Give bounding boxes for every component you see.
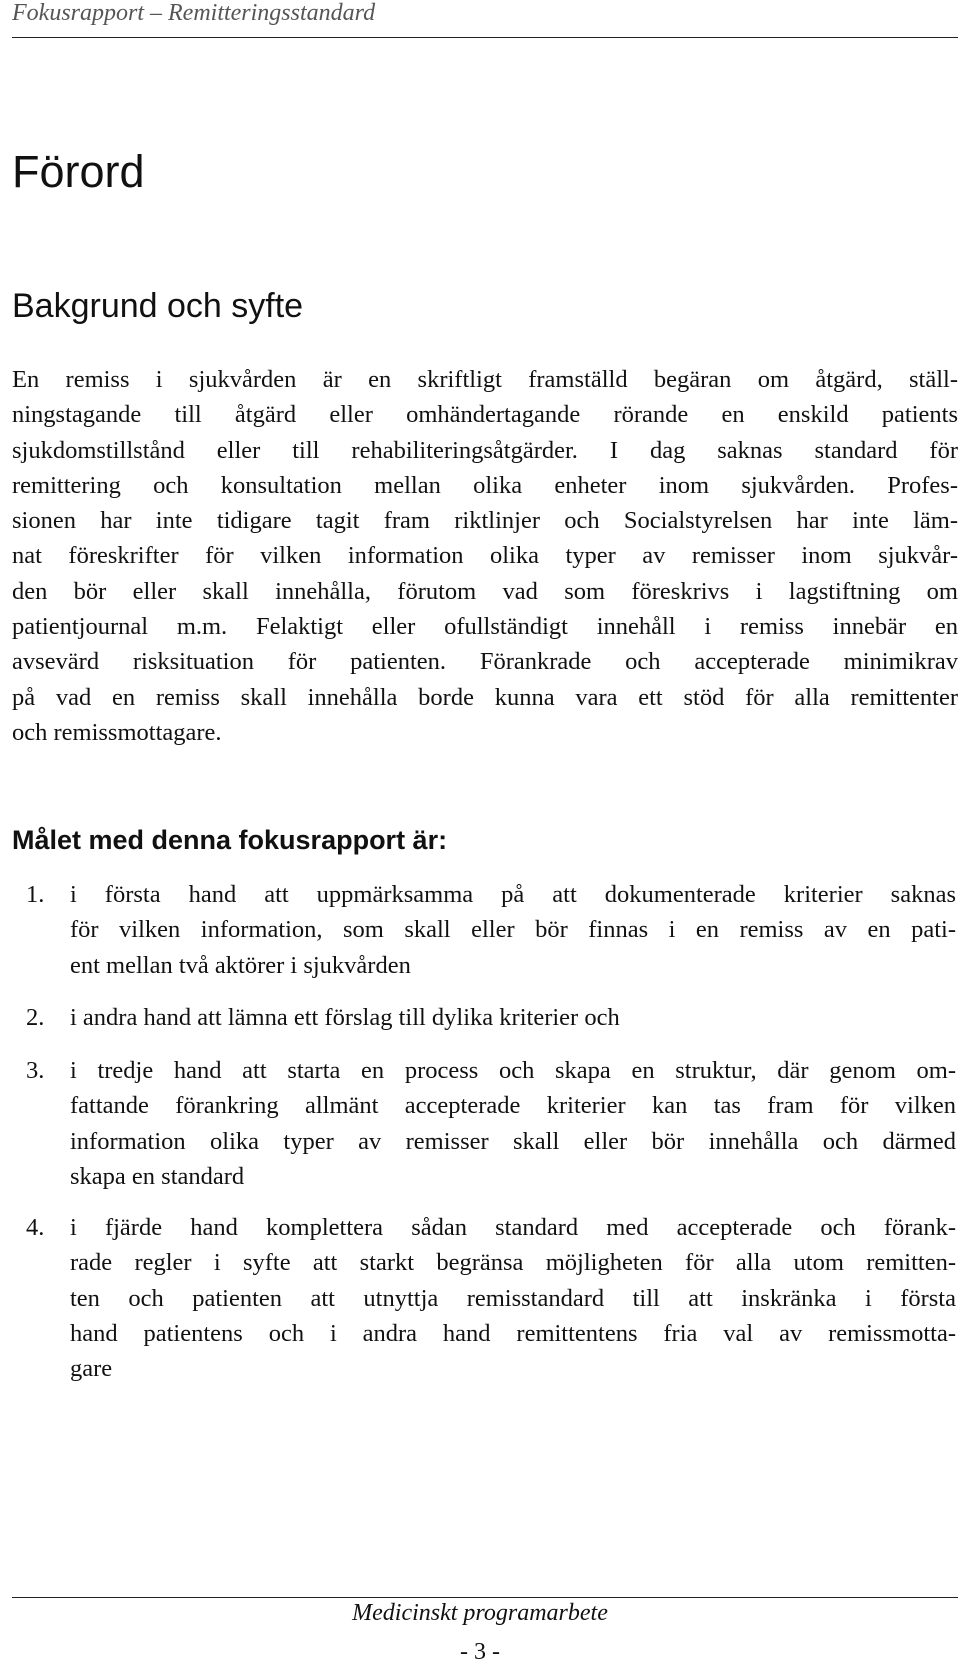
list-item-line: ten och patienten att utnyttja remisstandard till att inskränka i första (70, 1284, 956, 1312)
list-item-line: hand patientens och i andra hand remittentens fria val av remissmotta- (70, 1319, 956, 1347)
paragraph-line: den bör eller skall innehålla, förutom vad som föreskrivs i lagstiftning om (12, 577, 958, 605)
paragraph-line: avsevärd risksituation för patienten. Förankrade och accepterade minimikrav (12, 648, 958, 676)
paragraph-line: En remiss i sjukvården är en skriftligt framställd begäran om åtgärd, ställ- (12, 366, 958, 393)
paragraph-line: sjukdomstillstånd eller till rehabiliteringsåtgärder. I dag saknas standard för (12, 436, 958, 464)
list-item-number: 4. (26, 1214, 45, 1241)
paragraph-line: ningstagande till åtgärd eller omhändertagande rörande en enskild patients (12, 401, 958, 429)
list-item-line: i fjärde hand komplettera sådan standard med accepterade och förank- (70, 1214, 956, 1241)
list-item-line: i andra hand att lämna ett förslag till dylika kriterier och (70, 1004, 620, 1031)
goals-heading: Målet med denna fokusrapport är: (12, 825, 448, 855)
list-item-number: 2. (26, 1004, 45, 1031)
paragraph-line: och remissmottagare. (12, 718, 222, 746)
list-item-line: information olika typer av remisser skall eller bör innehålla och därmed (70, 1127, 956, 1155)
page-title: Förord (12, 146, 145, 197)
paragraph-line: remittering och konsultation mellan olika enheter inom sjukvården. Profes- (12, 471, 958, 499)
list-item-line: gare (70, 1355, 113, 1383)
list-item-text (70, 1053, 956, 1194)
list-item-line: i första hand att uppmärksamma på att dokumenterade kriterier saknas (70, 881, 956, 908)
footer-divider (12, 1597, 958, 1598)
list-item-line: skapa en standard (70, 1162, 245, 1190)
list-item-line: fattande förankring allmänt accepterade kriterier kan tas fram för vilken (70, 1092, 956, 1120)
list-item-text (70, 1000, 956, 1035)
paragraph-line: nat föreskrifter för vilken information olika typer av remisser inom sjukvår- (12, 542, 958, 570)
running-title: Fokusrapport – Remitteringsstandard (12, 0, 376, 26)
list-item-text (70, 877, 956, 983)
paragraph-line: sionen har inte tidigare tagit fram riktlinjer och Socialstyrelsen har inte läm- (12, 507, 958, 535)
list-item-text (70, 1210, 956, 1386)
footer-publisher: Medicinskt programarbete (352, 1600, 608, 1626)
list-item-line: i tredje hand att starta en process och skapa en struktur, där genom om- (70, 1057, 956, 1084)
list-item-line: rade regler i syfte att starkt begränsa möjligheten för alla utom remitten- (70, 1249, 956, 1277)
page-header (12, 0, 958, 38)
paragraph-line: på vad en remiss skall innehålla borde kunna vara ett stöd för alla remittenter (12, 683, 958, 711)
list-item-number: 1. (26, 881, 45, 908)
list-item-line: för vilken information, som skall eller bör finnas i en remiss av en pati- (70, 916, 956, 944)
section-heading: Bakgrund och syfte (12, 287, 304, 325)
list-item-number: 3. (26, 1057, 45, 1084)
paragraph-line: patientjournal m.m. Felaktigt eller ofullständigt innehåll i remiss innebär en (12, 613, 958, 641)
list-item-line: ent mellan två aktörer i sjukvården (70, 951, 411, 979)
page-number: - 3 - (460, 1639, 500, 1665)
background-paragraph (12, 362, 958, 750)
